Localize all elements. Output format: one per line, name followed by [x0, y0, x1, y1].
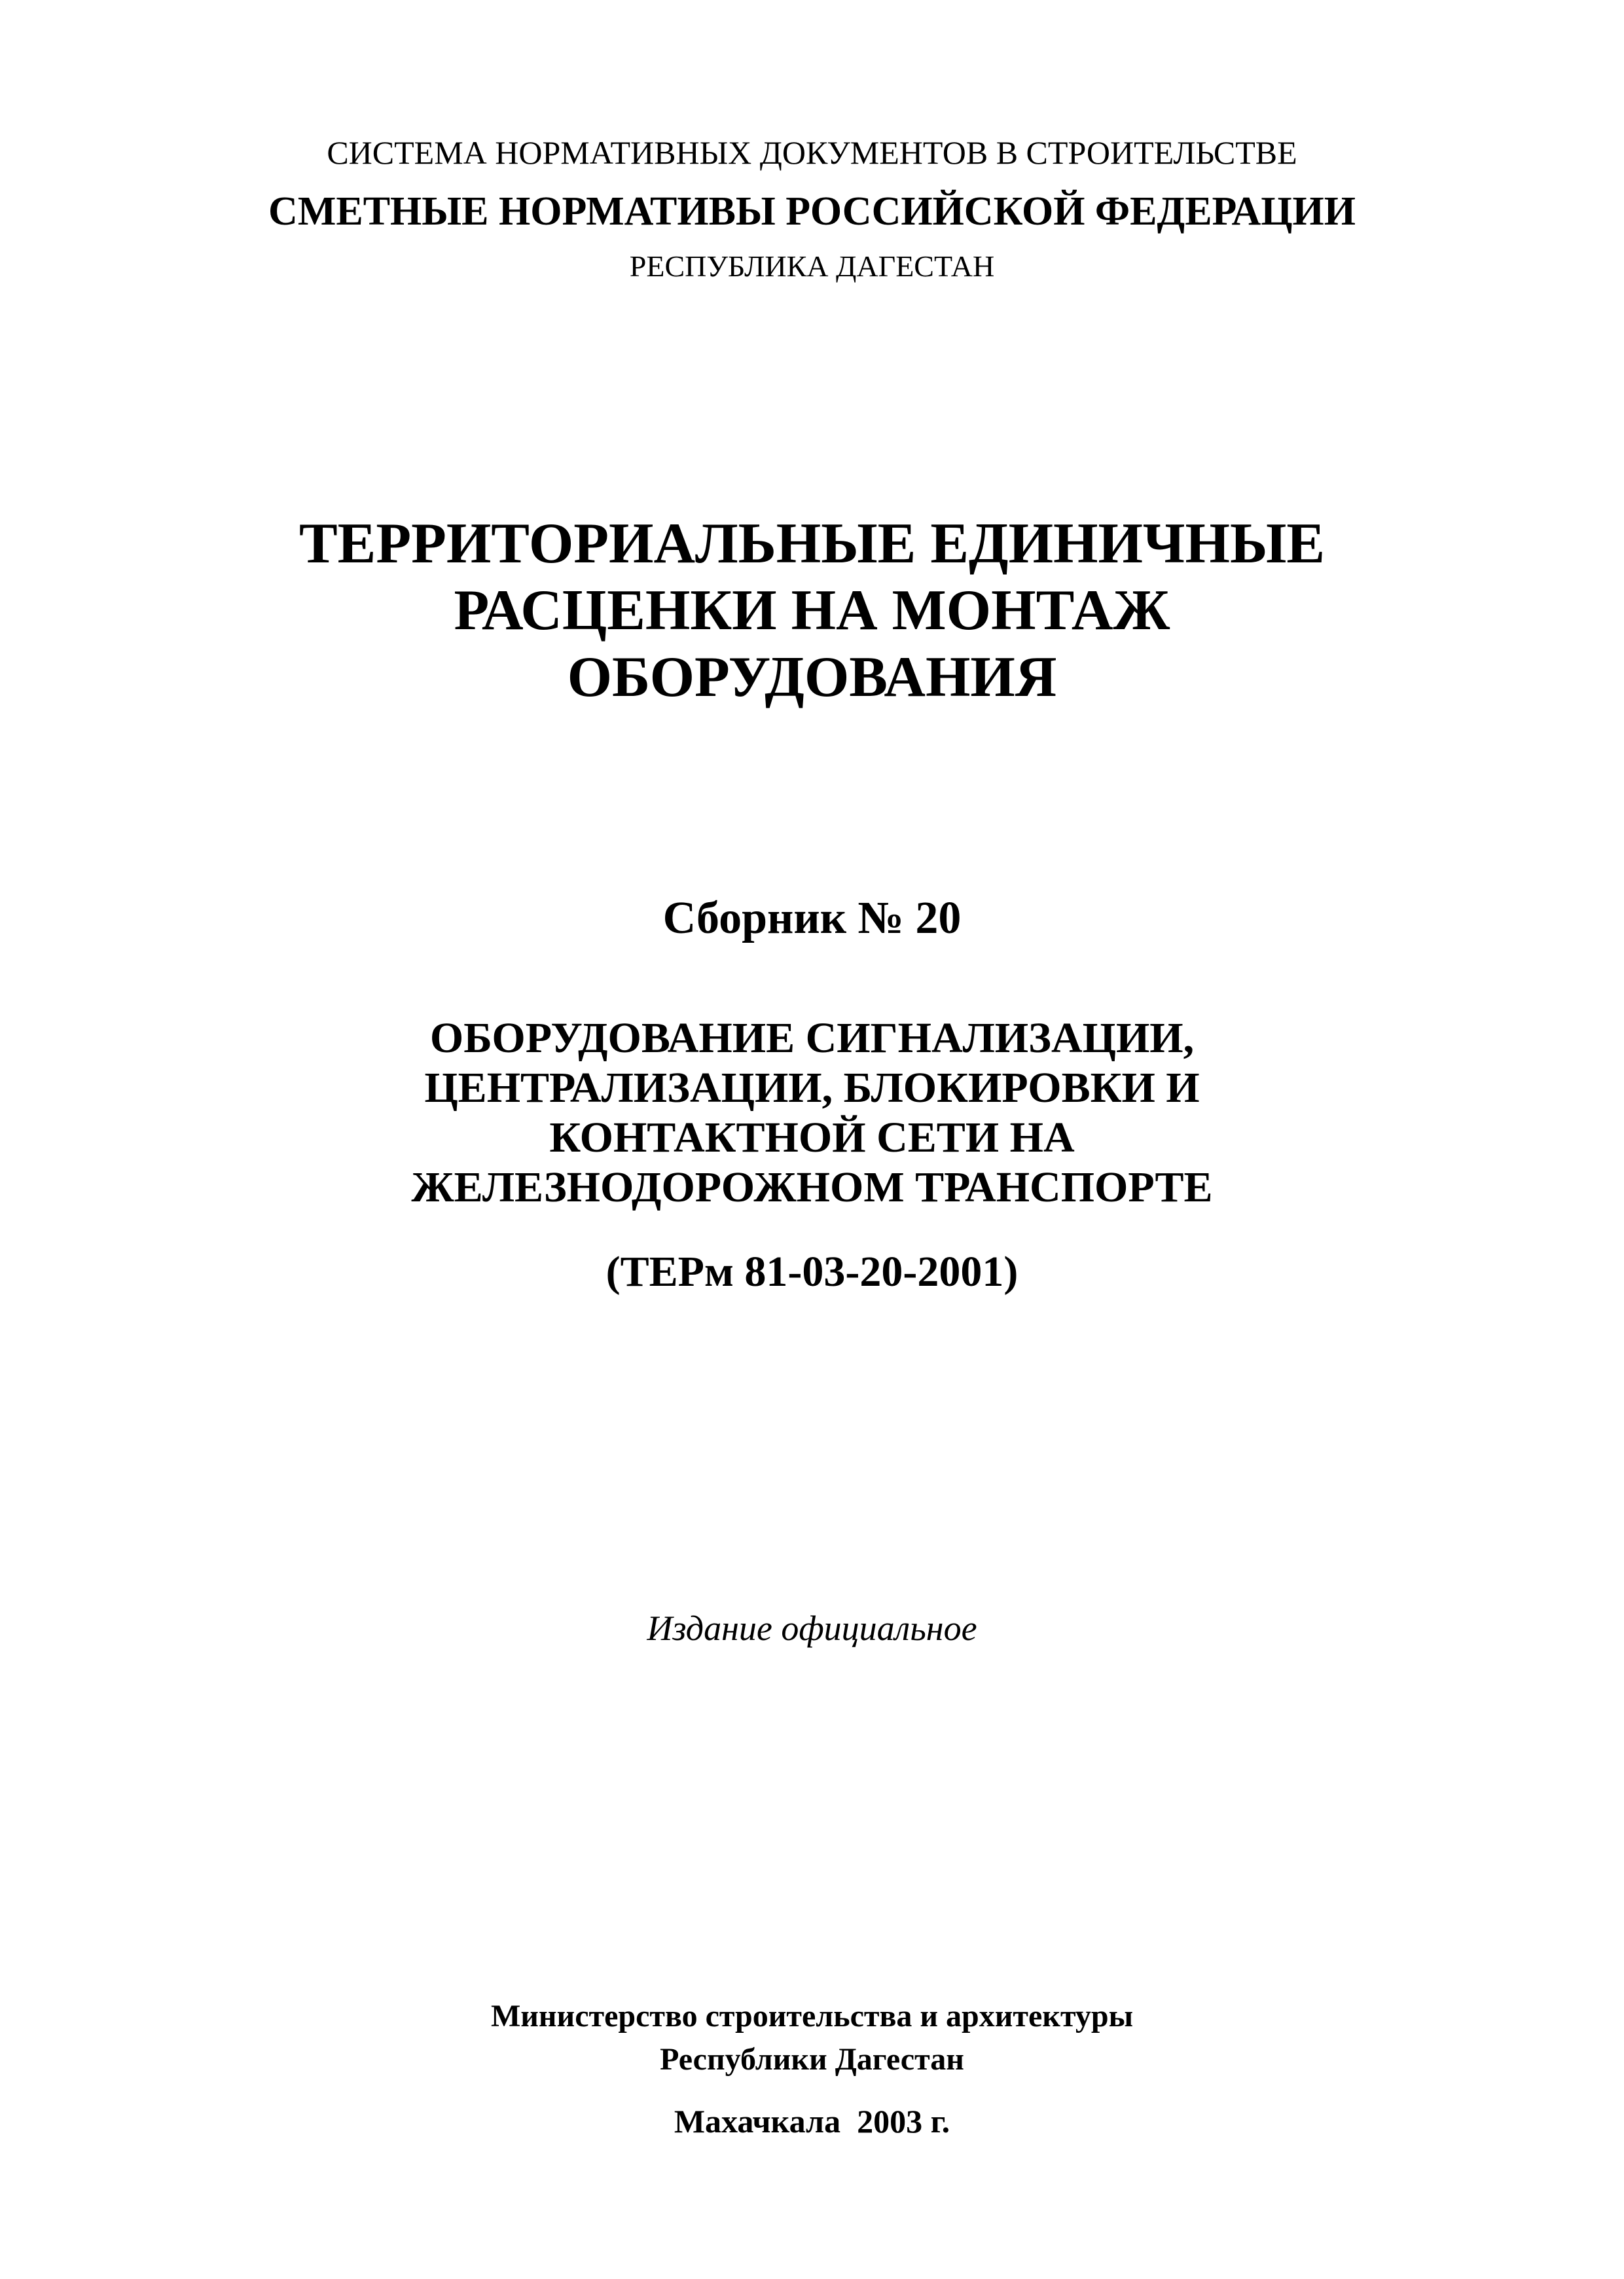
header-norms: СМЕТНЫЕ НОРМАТИВЫ РОССИЙСКОЙ ФЕДЕРАЦИИ — [268, 189, 1356, 234]
header-system: СИСТЕМА НОРМАТИВНЫХ ДОКУМЕНТОВ В СТРОИТЕЛЬСТВЕ — [327, 134, 1297, 171]
title-line-2: РАСЦЕНКИ НА МОНТАЖ — [454, 579, 1170, 642]
document-code: (ТЕРм 81-03-20-2001) — [605, 1248, 1019, 1296]
title-line-3: ОБОРУДОВАНИЯ — [567, 646, 1057, 709]
subject-line-4: ЖЕЛЕЗНОДОРОЖНОМ ТРАНСПОРТЕ — [411, 1163, 1213, 1211]
collection-subject — [0, 1013, 1624, 1212]
subject-line-1: ОБОРУДОВАНИЕ СИГНАЛИЗАЦИИ, — [429, 1014, 1195, 1062]
publisher-line-1: Министерство строительства и архитектуры — [490, 1999, 1134, 2033]
header-region: РЕСПУБЛИКА ДАГЕСТАН — [629, 249, 995, 283]
document-title — [0, 511, 1624, 711]
collection-number: Сборник № 20 — [662, 893, 962, 943]
publication-place-year: Махачкала 2003 г. — [674, 2103, 950, 2140]
subject-line-3: КОНТАКТНОЙ СЕТИ НА — [549, 1114, 1075, 1161]
title-line-1: ТЕРРИТОРИАЛЬНЫЕ ЕДИНИЧНЫЕ — [298, 512, 1326, 575]
subject-line-2: ЦЕНТРАЛИЗАЦИИ, БЛОКИРОВКИ И — [424, 1064, 1200, 1112]
publisher-line-2: Республики Дагестан — [660, 2042, 964, 2077]
edition-note: Издание официальное — [647, 1609, 977, 1648]
